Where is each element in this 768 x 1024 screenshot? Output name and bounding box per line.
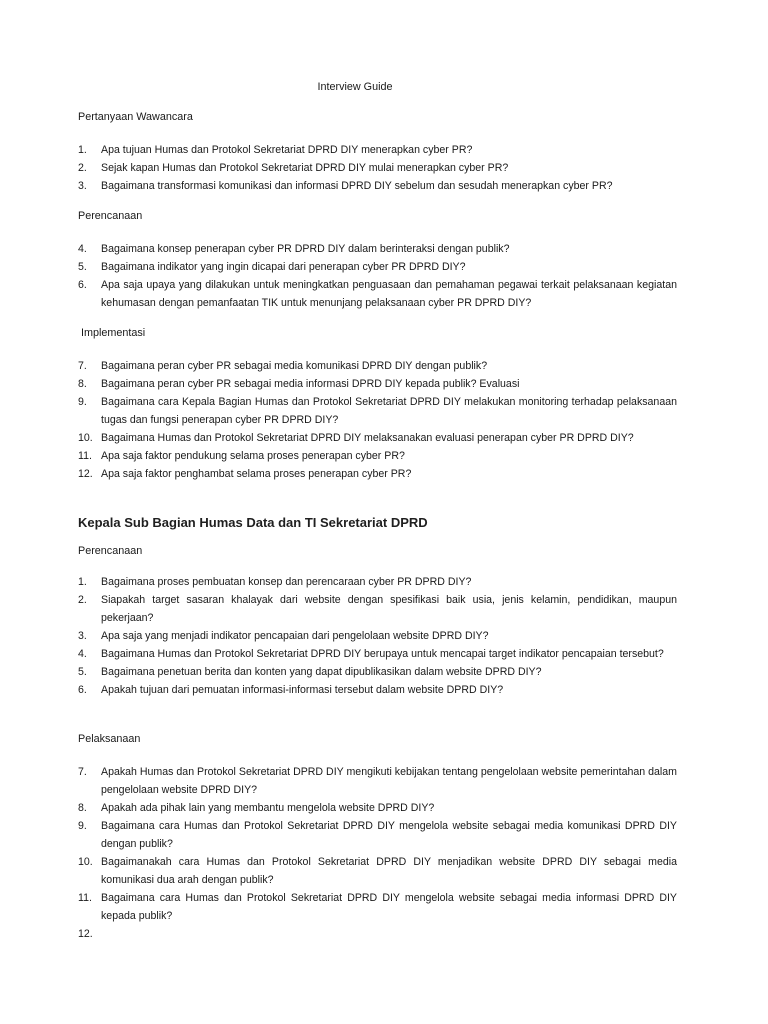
list-item-number: 2. xyxy=(78,162,87,174)
list-item-number: 9. xyxy=(78,820,87,832)
list-item-number: 11. xyxy=(78,450,92,462)
question-list-perencanaan-2 xyxy=(78,573,677,699)
question-list-pelaksanaan xyxy=(78,763,677,943)
list-item-number: 7. xyxy=(78,766,87,778)
list-item-text: Bagaimana cara Humas dan Protokol Sekretariat DPRD DIY mengelola website sebagai media komunikasi DPRD DIY dengan publik? xyxy=(101,820,677,850)
list-item-number: 8. xyxy=(78,378,87,390)
list-item xyxy=(78,763,677,799)
list-item xyxy=(78,276,677,312)
list-item-text: Siapakah target sasaran khalayak dari website dengan spesifikasi baik usia, jenis kelamin, pendidikan, maupun pekerjaan? xyxy=(101,594,677,624)
list-item-text xyxy=(101,925,677,943)
list-item xyxy=(78,159,677,177)
list-item-number: 12. xyxy=(78,928,93,940)
list-item-number: 9. xyxy=(78,396,87,408)
list-item-number: 10. xyxy=(78,432,93,444)
list-item xyxy=(78,258,677,276)
list-item xyxy=(78,591,677,627)
question-list-implementasi xyxy=(78,357,677,483)
list-item xyxy=(78,357,677,375)
list-item xyxy=(78,645,677,663)
list-item-number: 5. xyxy=(78,666,87,678)
list-item-number: 4. xyxy=(78,243,87,255)
list-item-number: 12. xyxy=(78,468,93,480)
list-item-text: Bagaimana Humas dan Protokol Sekretariat DPRD DIY berupaya untuk mencapai target indikator pencapaian tersebut? xyxy=(101,648,664,660)
list-item-text: Apa saja faktor pendukung selama proses penerapan cyber PR? xyxy=(101,450,405,462)
list-item xyxy=(78,177,677,195)
list-item-number: 6. xyxy=(78,684,87,696)
list-item-number: 1. xyxy=(78,576,87,588)
section-heading-perencanaan: Perencanaan xyxy=(78,210,143,222)
section-heading-pelaksanaan: Pelaksanaan xyxy=(78,733,141,745)
list-item-text: Bagaimana konsep penerapan cyber PR DPRD DIY dalam berinteraksi dengan publik? xyxy=(101,243,510,255)
list-item xyxy=(78,925,677,943)
list-item-text: Bagaimana penetuan berita dan konten yang dapat dipublikasikan dalam website DPRD DIY? xyxy=(101,666,542,678)
list-item xyxy=(78,375,677,393)
list-item xyxy=(78,141,677,159)
list-item xyxy=(78,889,677,925)
list-item xyxy=(78,447,677,465)
section-heading-kasubbag: Kepala Sub Bagian Humas Data dan TI Sekretariat DPRD xyxy=(78,515,428,530)
list-item-number: 5. xyxy=(78,261,87,273)
question-list-wawancara xyxy=(78,141,677,195)
list-item-text: Apakah Humas dan Protokol Sekretariat DPRD DIY mengikuti kebijakan tentang pengelolaan website pemerintahan dalam pengelolaan website DPRD DIY? xyxy=(101,766,677,796)
list-item-text: Bagaimanakah cara Humas dan Protokol Sekretariat DPRD DIY menjadikan website DPRD DIY sebagai media komunikasi dua arah dengan publik? xyxy=(101,856,677,886)
list-item-text: Apakah ada pihak lain yang membantu mengelola website DPRD DIY? xyxy=(101,802,435,814)
list-item-number: 3. xyxy=(78,180,87,192)
list-item xyxy=(78,681,677,699)
list-item-text: Bagaimana transformasi komunikasi dan informasi DPRD DIY sebelum dan sesudah menerapkan cyber PR? xyxy=(101,180,613,192)
list-item-number: 3. xyxy=(78,630,87,642)
list-item-number: 4. xyxy=(78,648,87,660)
list-item xyxy=(78,429,677,447)
list-item-text: Apa saja upaya yang dilakukan untuk meningkatkan penguasaan dan pemahaman pegawai terkait pelaksanaan kegiatan kehumasan dengan pemanfaatan TIK untuk menunjang pelaksanaan cyber PR DPRD DIY? xyxy=(101,279,677,309)
list-item-text: Bagaimana indikator yang ingin dicapai dari penerapan cyber PR DPRD DIY? xyxy=(101,261,466,273)
list-item-text: Bagaimana peran cyber PR sebagai media komunikasi DPRD DIY dengan publik? xyxy=(101,360,488,372)
list-item xyxy=(78,240,677,258)
list-item xyxy=(78,627,677,645)
list-item xyxy=(78,663,677,681)
list-item-number: 7. xyxy=(78,360,87,372)
section-heading-pertanyaan-wawancara: Pertanyaan Wawancara xyxy=(78,111,193,123)
list-item-number: 2. xyxy=(78,594,87,606)
list-item xyxy=(78,817,677,853)
list-item-text: Bagaimana cara Kepala Bagian Humas dan Protokol Sekretariat DPRD DIY melakukan monitoring terhadap pelaksanaan tugas dan fungsi penerapan cyber PR DPRD DIY? xyxy=(101,396,677,426)
list-item-text: Sejak kapan Humas dan Protokol Sekretariat DPRD DIY mulai menerapkan cyber PR? xyxy=(101,162,509,174)
section-heading-perencanaan-2: Perencanaan xyxy=(78,545,143,557)
list-item xyxy=(78,573,677,591)
list-item-number: 10. xyxy=(78,856,93,868)
list-item-number: 6. xyxy=(78,279,87,291)
list-item-text: Apa saja yang menjadi indikator pencapaian dari pengelolaan website DPRD DIY? xyxy=(101,630,489,642)
list-item-text: Apa saja faktor penghambat selama proses penerapan cyber PR? xyxy=(101,468,412,480)
list-item-text: Bagaimana cara Humas dan Protokol Sekretariat DPRD DIY mengelola website sebagai media informasi DPRD DIY kepada publik? xyxy=(101,892,677,922)
list-item-text: Bagaimana Humas dan Protokol Sekretariat DPRD DIY melaksanakan evaluasi penerapan cyber PR DPRD DIY? xyxy=(101,432,634,444)
list-item-number: 1. xyxy=(78,144,87,156)
list-item-text: Apakah tujuan dari pemuatan informasi-informasi tersebut dalam website DPRD DIY? xyxy=(101,684,504,696)
question-list-perencanaan xyxy=(78,240,677,312)
section-heading-implementasi: Implementasi xyxy=(81,327,146,339)
list-item xyxy=(78,853,677,889)
list-item xyxy=(78,465,677,483)
page-title: Interview Guide xyxy=(317,81,393,93)
list-item-number: 11. xyxy=(78,892,92,904)
list-item-text: Apa tujuan Humas dan Protokol Sekretariat DPRD DIY menerapkan cyber PR? xyxy=(101,144,473,156)
list-item xyxy=(78,799,677,817)
list-item-text: Bagaimana proses pembuatan konsep dan perencaraan cyber PR DPRD DIY? xyxy=(101,576,472,588)
list-item-text: Bagaimana peran cyber PR sebagai media informasi DPRD DIY kepada publik? Evaluasi xyxy=(101,378,520,390)
list-item xyxy=(78,393,677,429)
list-item-number: 8. xyxy=(78,802,87,814)
